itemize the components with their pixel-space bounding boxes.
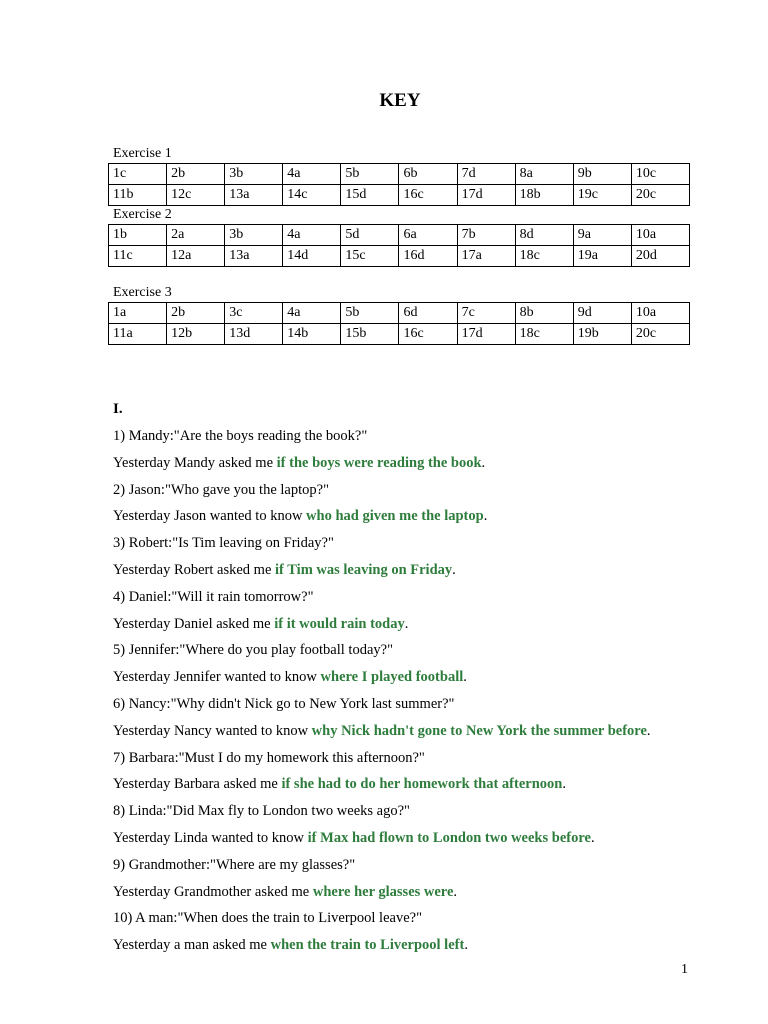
answer-cell: 4a — [283, 303, 341, 324]
answer-cell: 16d — [399, 246, 457, 267]
answer-prefix: Yesterday Nancy wanted to know — [113, 722, 312, 739]
answer-cell: 6b — [399, 164, 457, 185]
answer-suffix: . — [404, 615, 409, 632]
answer-line — [113, 453, 733, 480]
answer-prefix: Yesterday Grandmother asked me — [113, 883, 313, 900]
exercise-1-table — [108, 163, 690, 206]
question-line: 7) Barbara:"Must I do my homework this afternoon?" — [113, 749, 425, 766]
exercise-2-label: Exercise 2 — [113, 207, 172, 222]
answer-cell: 9d — [573, 303, 631, 324]
answer-cell: 15c — [341, 246, 399, 267]
page-number: 1 — [681, 962, 688, 977]
reported-speech-answer: if the boys were reading the book — [276, 454, 482, 471]
exercise-1-label: Exercise 1 — [113, 146, 172, 161]
answer-suffix: . — [483, 508, 488, 525]
answer-cell: 7b — [457, 225, 515, 246]
question-line: 2) Jason:"Who gave you the laptop?" — [113, 481, 329, 498]
answer-suffix: . — [562, 776, 566, 793]
answer-cell: 2b — [167, 164, 225, 185]
answer-cell: 11c — [109, 246, 167, 267]
answer-cell: 17d — [457, 185, 515, 206]
answer-cell: 16c — [399, 185, 457, 206]
answer-cell: 14c — [283, 185, 341, 206]
answer-cell: 19a — [573, 246, 631, 267]
question-line: 10) A man:"When does the train to Liverpool leave?" — [113, 910, 422, 927]
reported-speech-answer: where I played football — [320, 669, 464, 686]
question-line: 4) Daniel:"Will it rain tomorrow?" — [113, 588, 314, 605]
item-list — [113, 426, 733, 962]
table-row — [109, 164, 690, 185]
answer-cell: 2b — [167, 303, 225, 324]
answer-cell: 18c — [515, 324, 573, 345]
answer-cell: 10a — [631, 225, 689, 246]
answer-cell: 7c — [457, 303, 515, 324]
page-title: KEY — [379, 90, 421, 111]
answer-cell: 2a — [167, 225, 225, 246]
answer-cell: 3c — [225, 303, 283, 324]
question-line: 1) Mandy:"Are the boys reading the book?" — [113, 428, 368, 444]
answer-suffix: . — [453, 883, 458, 900]
answer-cell: 20c — [631, 185, 689, 206]
answer-cell: 8a — [515, 164, 573, 185]
answer-cell: 12c — [167, 185, 225, 206]
answer-line — [113, 774, 733, 801]
reported-speech-answer: if she had to do her homework that afternoon — [281, 776, 563, 793]
answer-cell: 10c — [631, 164, 689, 185]
answer-cell: 19b — [573, 324, 631, 345]
answer-cell: 17d — [457, 324, 515, 345]
question-line: 8) Linda:"Did Max fly to London two weeks ago?" — [113, 803, 410, 820]
answer-cell: 20d — [631, 246, 689, 267]
answer-prefix: Yesterday Jason wanted to know — [113, 508, 307, 525]
answer-suffix: . — [463, 669, 467, 686]
answer-cell: 9a — [573, 225, 631, 246]
answer-cell: 13d — [225, 324, 283, 345]
answer-cell: 6a — [399, 225, 457, 246]
answer-cell: 6d — [399, 303, 457, 324]
answer-line — [113, 882, 733, 909]
answer-prefix: Yesterday Mandy asked me — [113, 454, 277, 471]
answer-cell: 15d — [341, 185, 399, 206]
answer-prefix: Yesterday Linda wanted to know — [113, 829, 308, 846]
answer-line — [113, 828, 733, 855]
answer-cell: 8b — [515, 303, 573, 324]
answer-prefix: Yesterday Barbara asked me — [113, 776, 282, 793]
answer-cell: 12b — [167, 324, 225, 345]
answer-cell: 5b — [341, 164, 399, 185]
reported-speech-answer: if it would rain today — [274, 615, 405, 632]
question-line: 9) Grandmother:"Where are my glasses?" — [113, 856, 356, 873]
answer-suffix: . — [646, 722, 651, 739]
answer-suffix: . — [464, 937, 468, 954]
answer-line — [113, 506, 733, 533]
answer-cell: 4a — [283, 225, 341, 246]
answer-cell: 13a — [225, 185, 283, 206]
answer-cell: 8d — [515, 225, 573, 246]
answer-cell: 3b — [225, 164, 283, 185]
table-row — [109, 303, 690, 324]
table-row — [109, 225, 690, 246]
answer-line — [113, 667, 733, 694]
answer-cell: 10a — [631, 303, 689, 324]
answer-cell: 14d — [283, 246, 341, 267]
answer-cell: 19c — [573, 185, 631, 206]
answer-line — [113, 721, 733, 748]
exercise-3-label: Exercise 3 — [113, 285, 172, 300]
question-line: 3) Robert:"Is Tim leaving on Friday?" — [113, 535, 334, 552]
answer-cell: 11a — [109, 324, 167, 345]
answer-cell: 13a — [225, 246, 283, 267]
answer-cell: 9b — [573, 164, 631, 185]
answer-prefix: Yesterday Jennifer wanted to know — [113, 669, 321, 686]
answer-cell: 1b — [109, 225, 167, 246]
table-row — [109, 185, 690, 206]
section-title: I. — [113, 401, 123, 417]
question-line: 6) Nancy:"Why didn't Nick go to New York last summer?" — [113, 695, 455, 712]
answer-cell: 18c — [515, 246, 573, 267]
answer-prefix: Yesterday Robert asked me — [113, 561, 276, 578]
answer-cell: 1c — [109, 164, 167, 185]
reported-speech-answer: why Nick hadn't gone to New York the summer before — [311, 722, 647, 739]
answer-suffix: . — [452, 561, 456, 578]
question-line: 5) Jennifer:"Where do you play football today?" — [113, 642, 393, 659]
table-row — [109, 324, 690, 345]
reported-speech-answer: where her glasses were — [312, 883, 454, 900]
answer-cell: 12a — [167, 246, 225, 267]
exercise-3-table — [108, 302, 690, 345]
answer-line — [113, 614, 733, 641]
answer-suffix: . — [481, 454, 486, 471]
table-row — [109, 246, 690, 267]
answer-cell: 18b — [515, 185, 573, 206]
answer-cell: 4a — [283, 164, 341, 185]
answer-cell: 3b — [225, 225, 283, 246]
reported-speech-answer: who had given me the laptop — [306, 508, 484, 525]
answer-cell: 5d — [341, 225, 399, 246]
answer-cell: 7d — [457, 164, 515, 185]
answer-cell: 16c — [399, 324, 457, 345]
answer-suffix: . — [590, 829, 595, 846]
answer-prefix: Yesterday a man asked me — [113, 937, 271, 954]
answer-cell: 11b — [109, 185, 167, 206]
exercise-2-table — [108, 224, 690, 267]
answer-cell: 20c — [631, 324, 689, 345]
answer-cell: 1a — [109, 303, 167, 324]
answer-cell: 17a — [457, 246, 515, 267]
answer-prefix: Yesterday Daniel asked me — [113, 615, 275, 632]
answer-line — [113, 935, 733, 962]
reported-speech-answer: if Max had flown to London two weeks before — [307, 829, 591, 846]
answer-line — [113, 560, 733, 587]
reported-speech-answer: when the train to Liverpool left — [270, 937, 465, 954]
reported-speech-answer: if Tim was leaving on Friday — [275, 561, 453, 578]
answer-cell: 5b — [341, 303, 399, 324]
answer-cell: 15b — [341, 324, 399, 345]
answer-cell: 14b — [283, 324, 341, 345]
